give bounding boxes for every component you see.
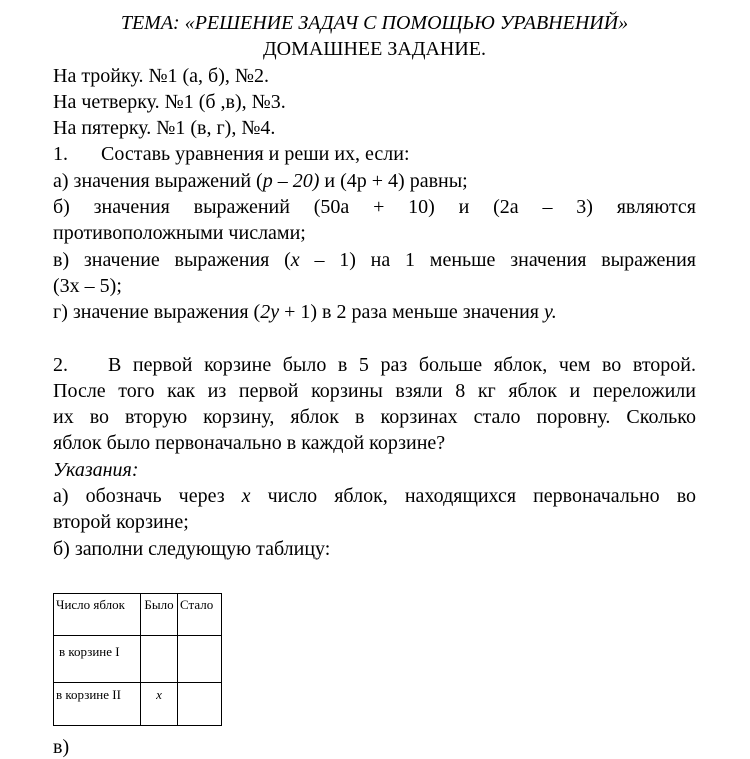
hint-a-line2: второй корзине; bbox=[53, 511, 189, 534]
task1-v-var: x bbox=[290, 248, 300, 271]
task1-b-line2: противоположными числами; bbox=[53, 222, 306, 245]
spacer bbox=[53, 326, 696, 352]
task2-line1 bbox=[53, 352, 696, 378]
table-header-cell: Было bbox=[141, 594, 178, 636]
task2-line3: их во вторую корзину, яблок в корзинах стало поровну. Сколько bbox=[53, 406, 696, 429]
table-row bbox=[54, 683, 222, 726]
hint-b: б) заполни следующую таблицу: bbox=[53, 537, 331, 560]
task1-number: 1. bbox=[53, 143, 68, 166]
table-cell bbox=[178, 683, 222, 726]
task1-b-line1: б) значения выражений (50a + 10) и (2a – 3) являются bbox=[53, 196, 696, 219]
document-page bbox=[53, 10, 696, 562]
table-cell: в корзине I bbox=[54, 636, 141, 683]
hint-a-line1 bbox=[53, 483, 696, 509]
task1-g-pre: г) значение выражения ( bbox=[53, 301, 261, 324]
task1-g bbox=[53, 299, 696, 325]
task1-a-post: и (4p + 4) равны; bbox=[319, 169, 468, 192]
apples-table bbox=[53, 593, 222, 726]
table-header-row bbox=[54, 594, 222, 636]
table-row bbox=[54, 636, 222, 683]
task1-a bbox=[53, 168, 696, 194]
table-cell: в корзине II bbox=[54, 683, 141, 726]
hint-v-partial: в) bbox=[53, 736, 70, 758]
task1-v-mid: – 1) на 1 меньше значения выражения bbox=[299, 248, 697, 271]
table-cell bbox=[178, 636, 222, 683]
task2-number: 2. bbox=[53, 353, 68, 376]
task2-line2: После того как из первой корзины взяли 8 кг яблок и переложили bbox=[53, 379, 696, 402]
task1-g-var2: y. bbox=[544, 301, 557, 324]
homework-subtitle: ДОМАШНЕЕ ЗАДАНИЕ. bbox=[262, 38, 487, 61]
task1-a-expr: p – 20) bbox=[262, 169, 320, 192]
task1-intro bbox=[53, 141, 696, 167]
task2-line4: яблок было первоначально в каждой корзине? bbox=[53, 432, 446, 455]
task1-v-line1 bbox=[53, 247, 696, 273]
task1-v-pre: в) значение выражения ( bbox=[53, 248, 291, 271]
hint-a-post: число яблок, находящихся первоначально во bbox=[250, 485, 696, 508]
task1-v-line2: (3x – 5); bbox=[53, 274, 122, 297]
table-header-cell: Число яблок bbox=[54, 594, 141, 636]
task2-line1-text: В первой корзине было в 5 раз больше яблок, чем во второй. bbox=[108, 353, 696, 376]
grade-5-line: На пятерку. №1 (в, г), №4. bbox=[53, 117, 276, 140]
task1-a-pre: а) значения выражений ( bbox=[53, 169, 263, 192]
hint-a-var: x bbox=[241, 485, 251, 508]
task1-g-mid: + 1) в 2 раза меньше значения bbox=[279, 301, 545, 324]
hint-title: Указания: bbox=[53, 458, 139, 481]
topic-title: ТЕМА: «РЕШЕНИЕ ЗАДАЧ С ПОМОЩЬЮ УРАВНЕНИЙ» bbox=[120, 12, 629, 34]
grade-4-line: На четверку. №1 (б ,в), №3. bbox=[53, 90, 286, 113]
table-header-cell: Стало bbox=[178, 594, 222, 636]
task1-intro-text: Составь уравнения и реши их, если: bbox=[101, 143, 410, 166]
grade-3-line: На тройку. №1 (а, б), №2. bbox=[53, 64, 269, 87]
table-cell: x bbox=[141, 683, 178, 726]
hint-a-pre: а) обозначь через bbox=[53, 485, 242, 508]
task1-g-var1: 2y bbox=[260, 301, 280, 324]
table-cell bbox=[141, 636, 178, 683]
